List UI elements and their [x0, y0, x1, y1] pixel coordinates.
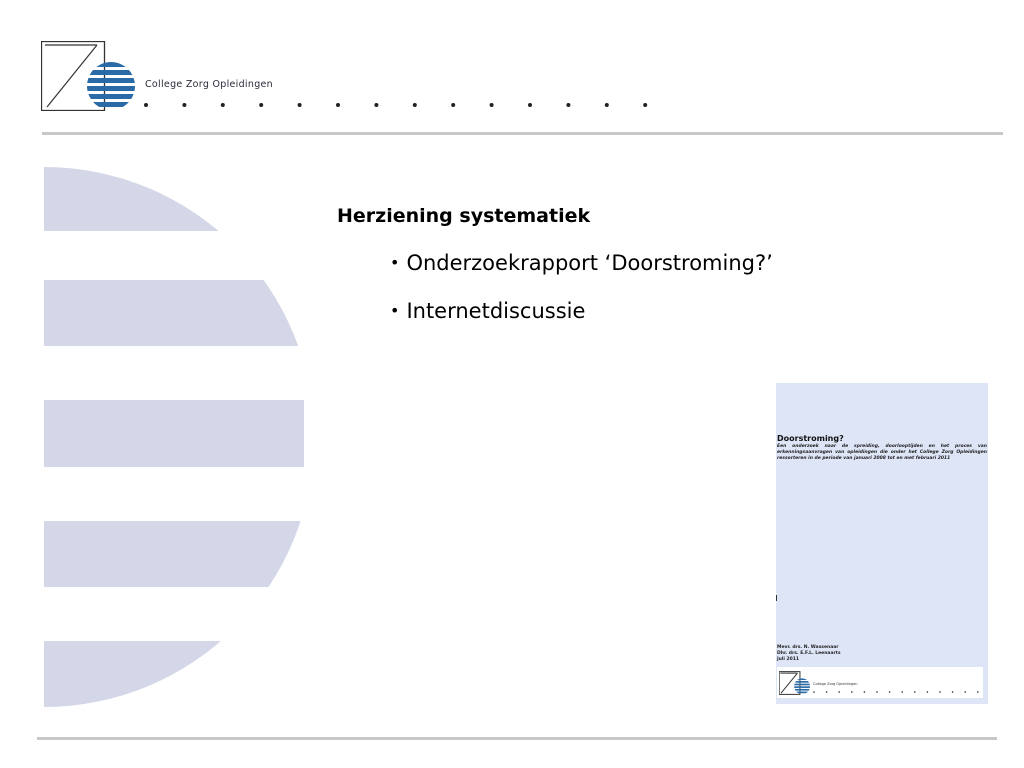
report-footer — [777, 667, 983, 698]
report-title: Doorstroming? — [777, 434, 844, 443]
report-marker — [776, 595, 777, 601]
dot — [221, 103, 225, 107]
report-footer-dot-row — [811, 689, 983, 695]
dot — [964, 691, 966, 693]
bullet-text: Onderzoekrapport ‘Doorstroming?’ — [406, 251, 773, 275]
footer-divider — [37, 737, 997, 740]
dot — [298, 103, 302, 107]
dot — [889, 691, 891, 693]
dot — [643, 103, 647, 107]
dot — [838, 691, 840, 693]
dot — [952, 691, 954, 693]
brand-name: College Zorg Opleidingen — [145, 79, 273, 90]
dot — [864, 691, 866, 693]
header-divider — [42, 132, 1003, 135]
report-author-line: Mevr. drs. N. Wassenaar — [777, 645, 839, 650]
report-footer-brand: College Zorg Opleidingen — [813, 682, 858, 686]
dot — [939, 691, 941, 693]
report-logo-icon — [779, 671, 811, 695]
dot — [490, 103, 494, 107]
dot — [413, 103, 417, 107]
dot — [851, 691, 853, 693]
dot — [914, 691, 916, 693]
decorative-banded-disc — [44, 165, 304, 710]
czo-logo-icon — [41, 41, 138, 111]
bullet-item — [390, 298, 773, 346]
dot — [826, 691, 828, 693]
dot — [977, 691, 979, 693]
report-subtitle: Een onderzoek naar de spreiding, doorlooptijden en het proces van erkenningsaanvragen van opleidingen die onder het College Zorg Opleidingen ressorteren in de periode van januari 2008 tot en met februari 2011 — [777, 444, 987, 461]
dot — [528, 103, 532, 107]
dot — [566, 103, 570, 107]
dot — [374, 103, 378, 107]
dot — [182, 103, 186, 107]
dot — [259, 103, 263, 107]
report-author-line: Dhr. drs. E.F.L. Leenaarts — [777, 651, 841, 656]
bullet-text: Internetdiscussie — [406, 299, 586, 323]
bullet-icon: • — [390, 253, 400, 272]
bullet-item — [390, 250, 773, 298]
dot — [901, 691, 903, 693]
dot — [605, 103, 609, 107]
dot — [144, 103, 148, 107]
slide-heading: Herziening systematiek — [337, 205, 591, 227]
dot — [336, 103, 340, 107]
bullet-list — [390, 250, 773, 346]
report-cover-thumbnail — [776, 383, 988, 704]
dot — [927, 691, 929, 693]
report-date: Juli 2011 — [777, 657, 800, 662]
bullet-icon: • — [390, 301, 400, 320]
dot — [876, 691, 878, 693]
dot — [451, 103, 455, 107]
dot — [813, 691, 815, 693]
header-dot-row — [141, 95, 661, 115]
report-authors — [777, 645, 841, 663]
